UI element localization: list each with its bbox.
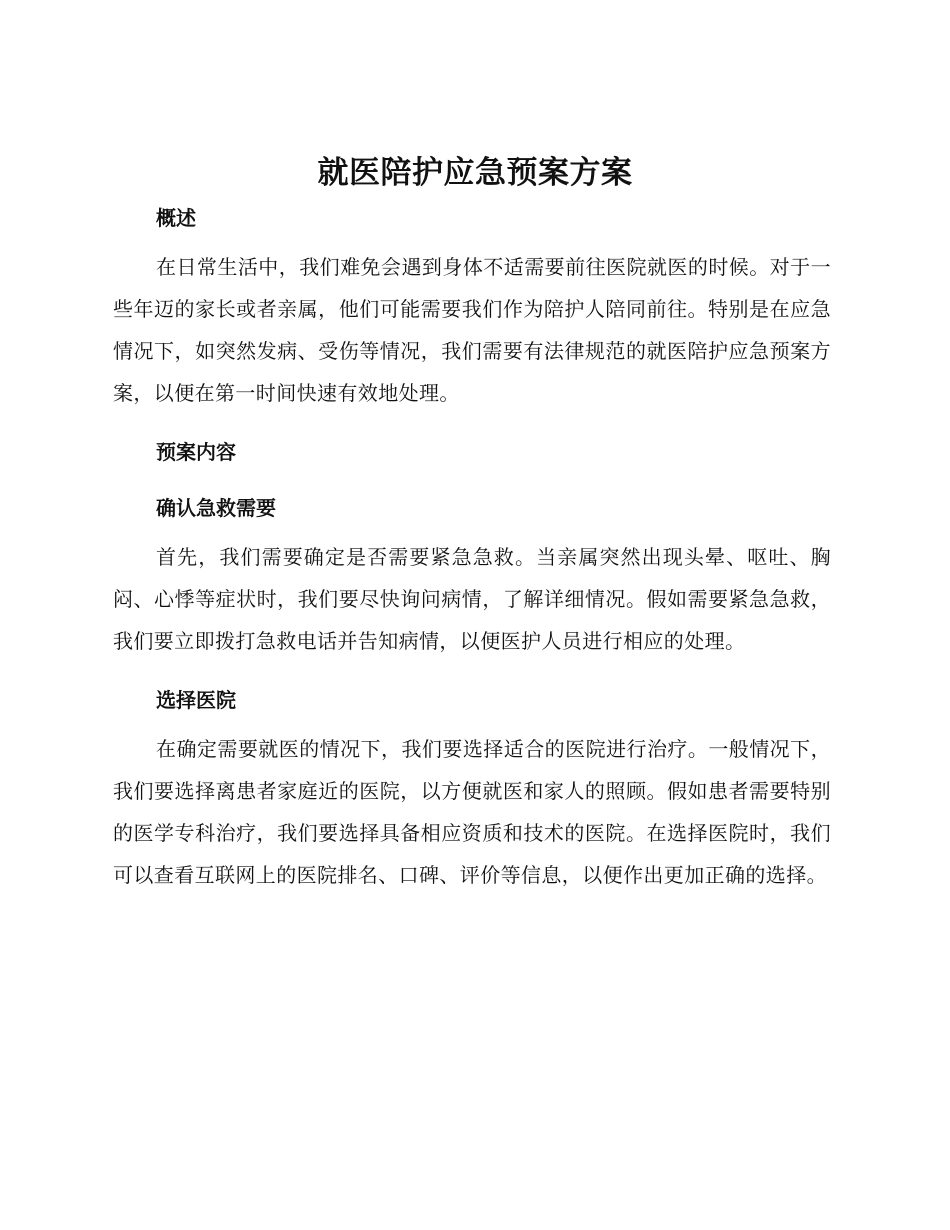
choose-hospital-heading: 选择医院 (156, 688, 236, 712)
confirm-emergency-heading: 确认急救需要 (156, 496, 276, 520)
document-title: 就医陪护应急预案方案 (317, 155, 633, 191)
document-body (113, 200, 831, 896)
choose-hospital-paragraph: 在确定需要就医的情况下，我们要选择适合的医院进行治疗。一般情况下，我们要选择离患者家庭近的医院，以方便就医和家人的照顾。假如患者需要特别的医学专科治疗，我们要选择具备相应资质和技术的医院。在选择医院时，我们可以查看互联网上的医院排名、口碑、评价等信息，以便作出更加正确的选择。 (113, 737, 831, 887)
plan-content-heading: 预案内容 (156, 440, 236, 464)
overview-heading: 概述 (156, 206, 196, 230)
overview-paragraph: 在日常生活中，我们难免会遇到身体不适需要前往医院就医的时候。对于一些年迈的家长或者亲属，他们可能需要我们作为陪护人陪同前往。特别是在应急情况下，如突然发病、受伤等情况，我们需要有法律规范的就医陪护应急预案方案，以便在第一时间快速有效地处理。 (113, 255, 831, 405)
confirm-emergency-paragraph: 首先，我们需要确定是否需要紧急急救。当亲属突然出现头晕、呕吐、胸闷、心悸等症状时，我们要尽快询问病情，了解详细情况。假如需要紧急急救，我们要立即拨打急救电话并告知病情，以便医护人员进行相应的处理。 (113, 545, 831, 653)
